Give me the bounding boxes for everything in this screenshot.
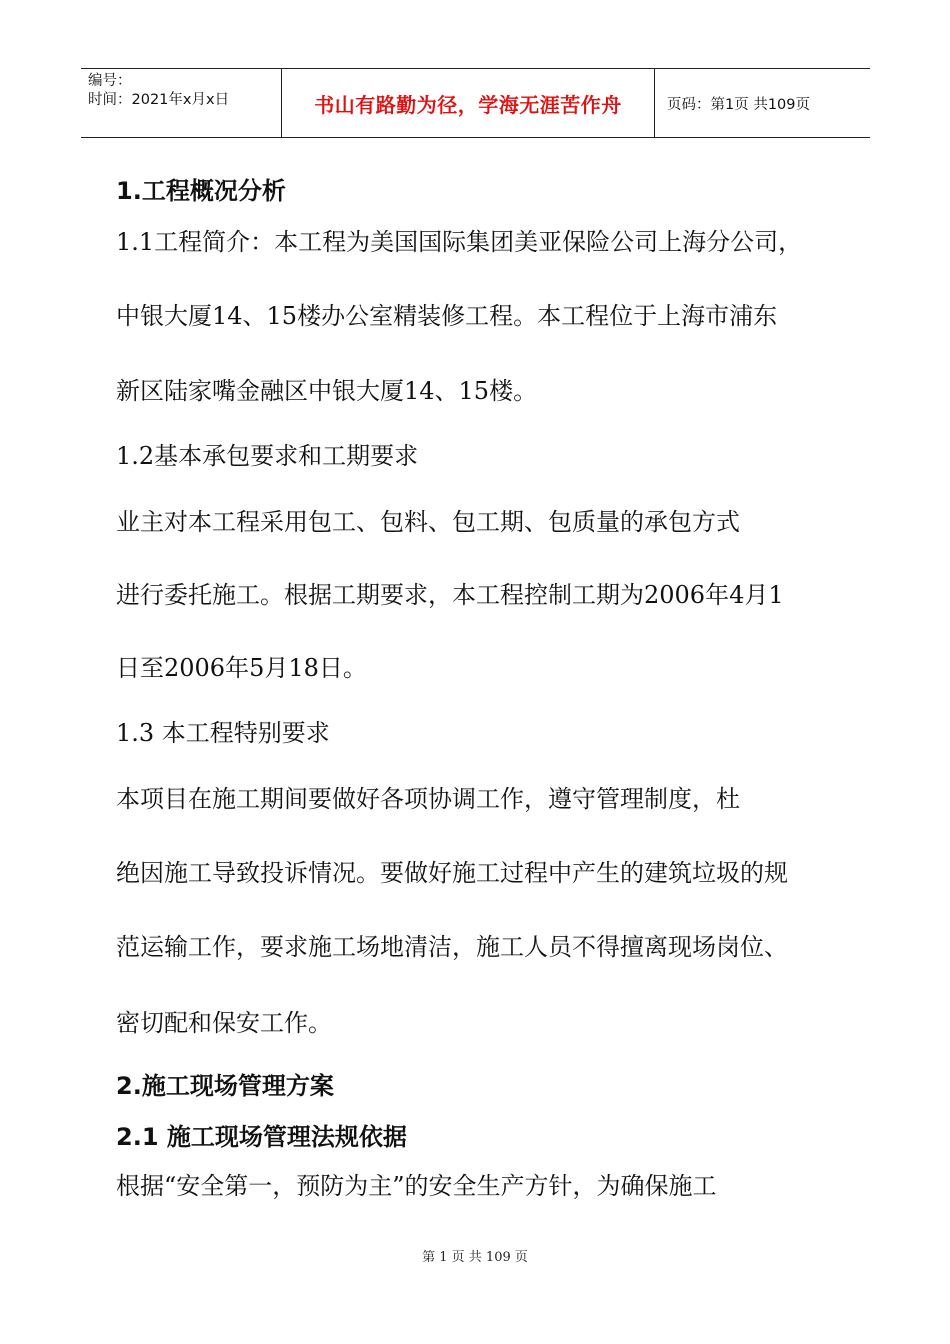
- paragraph-line: 本项目在施工期间要做好各项协调工作，遵守管理制度，杜: [116, 785, 740, 813]
- subsection-heading: 1.3 本工程特别要求: [116, 719, 330, 747]
- paragraph-line: 新区陆家嘴金融区中银大厦14、15楼。: [116, 377, 538, 405]
- subsection-heading: 1.2基本承包要求和工期要求: [116, 442, 419, 470]
- paragraph-line: 密切配和保安工作。: [116, 1009, 332, 1037]
- header-table: [81, 68, 870, 138]
- page-info: 页码：第1页 共109页: [667, 96, 811, 113]
- header-left-cell: [81, 69, 282, 137]
- paragraph-line: 绝因施工导致投诉情况。要做好施工过程中产生的建筑垃圾的规: [116, 859, 788, 887]
- paragraph-line: 范运输工作，要求施工场地清洁，施工人员不得擅离现场岗位、: [116, 933, 788, 961]
- paragraph-line: 根据“安全第一，预防为主”的安全生产方针，为确保施工: [116, 1172, 717, 1200]
- motto: 书山有路勤为径，学海无涯苦作舟: [282, 69, 655, 137]
- paragraph-line: 中银大厦14、15楼办公室精装修工程。本工程位于上海市浦东: [116, 302, 778, 330]
- section-1-heading: 1.工程概况分析: [116, 177, 286, 205]
- paragraph-line: 业主对本工程采用包工、包料、包工期、包质量的承包方式: [116, 508, 740, 536]
- date-label: 时间：2021年x月x日: [88, 92, 230, 108]
- paragraph-line: 进行委托施工。根据工期要求，本工程控制工期为2006年4月1: [116, 581, 784, 609]
- section-2-heading: 2.施工现场管理方案: [116, 1072, 334, 1100]
- paragraph-line: 1.1工程简介：本工程为美国国际集团美亚保险公司上海分公司，: [116, 228, 803, 256]
- page-footer: 第 1 页 共 109 页: [422, 1250, 528, 1265]
- subsection-heading: 2.1 施工现场管理法规依据: [116, 1123, 407, 1151]
- number-label: 编号：: [88, 73, 132, 89]
- paragraph-line: 日至2006年5月18日。: [116, 654, 367, 682]
